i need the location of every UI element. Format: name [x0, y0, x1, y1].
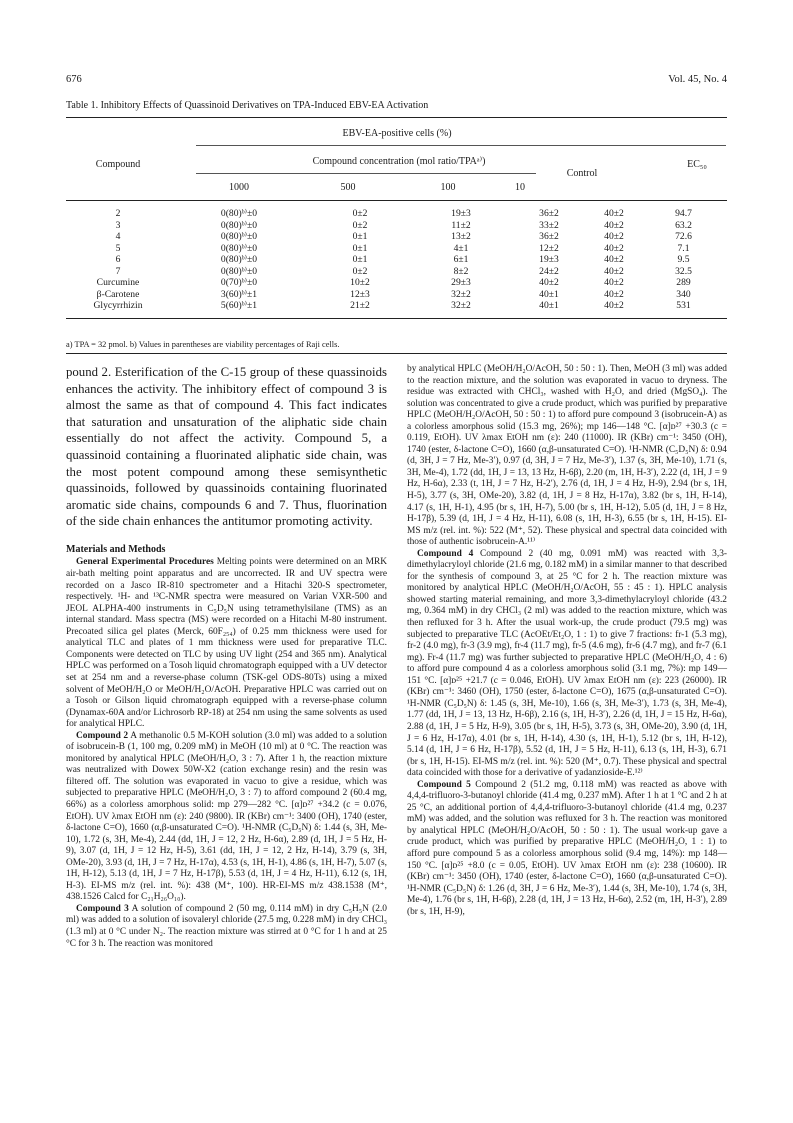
value-cell: 3(60)ᵇ⁾±1 [220, 288, 258, 300]
value-cell: 0±2 [352, 265, 368, 277]
value-cell: 40±2 [604, 254, 624, 265]
compound-2-title: Compound 2 [76, 730, 129, 741]
value-cell: 40±1 [539, 300, 559, 311]
value-cell: 29±3 [451, 277, 471, 288]
table-row [66, 277, 727, 289]
value-cell: 0(80)ᵇ⁾±0 [220, 219, 258, 231]
conc-rule [196, 173, 536, 174]
compound-2-text: A methanolic 0.5 M-KOH solution (3.0 ml) was added to a solution of isobrucein-B (1, 100 mg, 0.209 mM) in MeOH (10 ml) at 0 °C. The reaction was monitored by analytical HPLC (MeOH/H₂O, 3 : 7). After 1 h, the reaction mixture was neutralized with Dowex 50W-X2 (cation exchange resin) and the resin was filtered off. The solution was evaporated in vacuo to give a residue, which was subjected to preparative HPLC (MeOH/H₂O, 3 : 7) to afford compound 2 (60.4 mg, 66%) as a colorless amorphous solid: mp 279—282 °C. [α]ᴅ²⁷ +34.2 (c = 0.076, EtOH). UV λmax EtOH nm (ε): 240 (9800). IR (KBr) cm⁻¹: 3400 (OH), 1740 (ester, δ-lactone C=O), 1660 (α,β-unsaturated C=O). ¹H-NMR (C₅D₅N) δ: 1.44 (s, 3H, Me-10), 1.72 (s, 3H, Me-4), 2.44 (dd, 1H, J = 12, 2 Hz, H-6α), 2.89 (d, 1H, J = 5 Hz, H-9), 3.07 (d, 1H, J = 12 Hz, H-5), 3.61 (dd, 1H, J = 12, 2 Hz, H-14), 3.79 (s, 3H, OMe-20), 3.93 (d, 1H, J = 7 Hz, H-17α), 4.53 (s, 1H, H-1), 4.86 (s, 1H, H-7), 5.07 (s, 1H, H-12), 5.13 (d, 1H, J = 7 Hz, H-17β), 5.53 (d, 1H, J = 4 Hz, H-11), 6.12 (s, 1H, H-3). EI-MS m/z (rel. int. %): 438 (M⁺, 100). HR-EI-MS m/z 438.1538 (M⁺, 438.1526 Calcd for C₂₁H₂₆O₁₀). [66, 730, 387, 903]
section-title: Materials and Methods [66, 543, 166, 555]
value-cell: 36±2 [539, 231, 559, 242]
value-cell: 12±3 [350, 288, 370, 300]
compound-cell: 7 [115, 265, 121, 277]
conc-col-100: 100 [440, 182, 456, 193]
general-procedures-paragraph [66, 557, 387, 730]
col-ec50: EC₅₀ [687, 159, 707, 170]
value-cell: 32.5 [675, 265, 692, 277]
table-bottom-rule [66, 318, 727, 319]
table-row [66, 289, 727, 301]
group-header: EBV-EA-positive cells (%) [342, 128, 452, 139]
value-cell: 0(80)ᵇ⁾±0 [220, 265, 258, 277]
general-text: Melting points were determined on an MRK air-bath melting point apparatus and are uncorrected. IR and UV spectra were recorded on a Jasco IR-810 spectrometer and a Hitachi 320-S spectrometer, respectively. ¹H- and ¹³C-NMR spectra were measured on Varian VXR-500 and JEOL ALPHA-400 instruments in C₅D₅N using tetramethylsilane (TMS) as an internal standard. Mass spectra (MS) were recorded on a Hitachi M-80 instrument. Precoated silica gel plates (Merck, 60F₂₅₄) of 0.25 mm thickness were used for analytical TLC and plates of 1 mm thickness were used for preparative TLC. Components were detected on TLC by using UV light (254 and 365 nm). Analytical HPLC was performed on a Tosoh liquid chromatograph equipped with a UV detector set at 254 nm and a reverse-phase column (TSK-gel ODS-80Ts) using a mixed solvent of MeOH/H₂O or MeOH/H₂O/AcOH. Preparative HPLC was carried out on a Tosoh or Gilson liquid chromatograph equipped with a reverse-phase column (Dynamax-60A and/or Lichrosorb RP-18) at 254 nm using the same solvents as used for analytical HPLC. [66, 557, 388, 730]
value-cell: 9.5 [677, 254, 690, 265]
value-cell: 32±2 [451, 300, 471, 311]
value-cell: 40±2 [604, 231, 624, 242]
value-cell: 40±2 [604, 219, 624, 231]
compound-cell: 5 [115, 242, 121, 254]
table-caption: Table 1. Inhibitory Effects of Quassinoid Derivatives on TPA-Induced EBV-EA Activation [66, 100, 429, 111]
value-cell: 33±2 [539, 219, 559, 231]
value-cell: 72.6 [675, 231, 692, 242]
conc-col-10: 10 [515, 182, 525, 193]
value-cell: 531 [676, 300, 691, 311]
value-cell: 40±2 [604, 208, 624, 219]
value-cell: 0(80)ᵇ⁾±0 [220, 231, 258, 242]
table-row [66, 231, 727, 243]
compound-3-continued: by analytical HPLC (MeOH/H₂O/AcOH, 50 : 50 : 1). Then, MeOH (3 ml) was added to the reaction mixture, and the solution was evaporated in vacuo to dryness. The residue was extracted with CHCl₃, washed with H₂O, and dried (MgSO₄). The solution was concentrated to give a crude product, which was purified by preparative HPLC (MeOH/H₂O/AcOH, 50 : 50 : 1) to afford pure compound 3 (isobrucein-A) as a colorless amorphous solid (15.3 mg, 26%); mp 146—148 °C. [α]ᴅ²⁷ +30.3 (c = 0.119, EtOH). UV λmax EtOH nm (ε): 240 (11000). IR (KBr) cm⁻¹: 3450 (OH), 1740 (ester, δ-lactone C=O), 1660 (α,β-unsaturated C=O). ¹H-NMR (C₅D₅N) δ: 0.94 (d, 3H, J = 7 Hz, Me-3′), 0.97 (d, 3H, J = 7 Hz, Me-3′), 1.37 (s, 3H, Me-10), 1.71 (s, 3H, Me-4), 1.72 (dd, 1H, J = 13, 13 Hz, H-6β), 2.20 (m, 1H, H-3′), 2.22 (d, 1H, J = 9 Hz, H-6α), 2.33 (t, 1H, J = 7 Hz, H-2′), 2.76 (d, 1H, J = 4 Hz, H-9), 2.94 (br s, 1H, H-5), 3.77 (s, 3H, OMe-20), 3.82 (d, 1H, J = 8 Hz, H-17α), 3.82 (br s, 1H, H-14), 4.17 (s, 1H, H-1), 4.95 (br s, 1H, H-7), 5.00 (br s, 1H, H-12), 5.05 (d, 1H, J = 8 Hz, H-17β), 5.39 (d, 1H, J = 4 Hz, H-11), 6.08 (s, 1H, H-3), 6.55 (br s, 1H, H-15). EI-MS m/z (rel. int. %): 522 (M⁺, 52). These physical and spectral data coincided with those of authentic isobrucein-A.¹¹⁾ [407, 364, 727, 548]
compound-5-text: Compound 2 (51.2 mg, 0.118 mM) was reacted as above with 4,4,4-trifluoro-3-butanoyl chloride (41.4 mg, 0.237 mM). After 1 h at 1 °C and 2 h at 25 °C, an additional portion of 4,4,4-trifluoro-3-butanoyl chloride (41.4 mg, 0.237 mM) was added, and the solution was refluxed for 3 h. The reaction was monitored by analytical HPLC (MeOH/H₂O/AcOH, 50 : 50 : 1). The usual work-up gave a crude product, which was purified by preparative HPLC (MeOH/H₂O, 1 : 1) to afford pure compound 5 as a colorless amorphous solid (9.4 mg, 14%): mp 148—150 °C. [α]ᴅ²⁵ +8.0 (c = 0.05, EtOH). UV λmax EtOH nm (ε): 238 (10600). IR (KBr) cm⁻¹: 3450 (OH), 1740 (ester, δ-lactone C=O), 1660 (α,β-unsaturated C=O). ¹H-NMR (C₅D₅N) δ: 1.26 (d, 3H, J = 6 Hz, Me-3′), 1.44 (s, 3H, Me-10), 1.74 (s, 3H, Me-4), 1.76 (br s, 1H, H-6β), 2.28 (d, 1H, J = 13 Hz, H-6α), 2.52 (m, 1H, H-3′), 2.89 (br s, 1H, H-9), [407, 779, 727, 917]
value-cell: 0±2 [352, 208, 368, 219]
value-cell: 6±1 [453, 254, 469, 265]
table-row [66, 254, 727, 266]
value-cell: 0(80)ᵇ⁾±0 [220, 242, 258, 254]
value-cell: 94.7 [675, 208, 692, 219]
value-cell: 289 [676, 277, 691, 288]
value-cell: 40±1 [539, 288, 559, 300]
conc-col-500: 500 [340, 182, 356, 193]
conc-col-1000: 1000 [229, 182, 249, 193]
compound-4-text: Compound 2 (40 mg, 0.091 mM) was reacted with 3,3-dimethylacryloyl chloride (21.6 mg, 0.182 mM) in a similar manner to that described for the synthesis of compound 3, at 25 °C for 2 h. The reaction mixture was monitored by analytical HPLC (MeOH/H₂O/AcOH, 55 : 45 : 1). HPLC analysis showed starting material remaining, and more 3,3-dimethylacryloyl chloride (43.2 mg, 0.364 mM) in dry CHCl₃ (2 ml) was added to the reaction mixture, which was then refluxed for 3 h. After the usual work-up, the crude product (79.5 mg) was subjected to preparative TLC (AcOEt/Et₂O, 1 : 1) to give 7 fractions: fr-1 (5.3 mg), fr-2 (4.0 mg), fr-3 (3.9 mg), fr-4 (11.7 mg), fr-5 (4.6 mg), fr-6 (4.7 mg), and fr-7 (6.1 mg). Fr-4 (11.7 mg) was further subjected to preparative HPLC (MeOH/H₂O, 4 : 6) to afford pure compound 4 as a colorless amorphous solid (3.1 mg, 7%): mp 149—151 °C. [α]ᴅ²⁵ +21.7 (c = 0.046, EtOH). UV λmax EtOH nm (ε): 223 (26000). IR (KBr) cm⁻¹: 3460 (OH), 1750 (ester, δ-lactone C=O), 1675 (α,β-unsaturated C=O). ¹H-NMR (C₅D₅N) δ: 1.45 (s, 3H, Me-10), 1.66 (s, 3H, Me-3′), 1.73 (s, 3H, Me-4), 1.77 (dd, 1H, J = 13, 13 Hz, H-6β), 2.16 (s, 1H, H-3′), 2.26 (d, 1H, J = 15 Hz, H-6α), 2.88 (d, 1H, J = 5 Hz, H-9), 3.05 (br s, 1H, H-5), 3.73 (s, 3H, OMe-20), 3.90 (d, 1H, J = 6 Hz, H-17α), 4.01 (br s, 1H, H-14), 4.30 (s, 1H, H-1), 5.12 (br s, 1H, H-12), 5.14 (d, 1H, J = 6 Hz, H-17β), 5.52 (d, 1H, J = 5 Hz, H-11), 6.13 (s, 1H, H-3), 6.71 (br s, 1H, H-15). EI-MS m/z (rel. int. %): 520 (M⁺, 0.7). These physical and spectral data coincided with those for a derivative of yadanzioside-E.¹²⁾ [407, 548, 728, 779]
volume-info: Vol. 45, No. 4 [668, 74, 727, 85]
group-rule [196, 145, 726, 146]
value-cell: 5(60)ᵇ⁾±1 [220, 300, 258, 311]
value-cell: 40±2 [604, 300, 624, 311]
compound-cell: 4 [115, 231, 121, 242]
value-cell: 21±2 [350, 300, 370, 311]
table-row [66, 208, 727, 220]
value-cell: 10±2 [350, 277, 370, 288]
table-row [66, 220, 727, 232]
compound-4-paragraph [407, 549, 727, 780]
compound-3-title: Compound 3 [76, 903, 129, 914]
value-cell: 0(70)ᵇ⁾±0 [220, 277, 258, 288]
value-cell: 340 [676, 288, 691, 300]
header-bottom-rule [66, 200, 727, 201]
col-compound: Compound [95, 159, 141, 170]
value-cell: 4±1 [453, 242, 469, 254]
value-cell: 32±2 [451, 288, 471, 300]
table-footnote: a) TPA = 32 pmol. b) Values in parentheses are viability percentages of Raji cells. [66, 340, 340, 349]
value-cell: 0±2 [352, 219, 368, 231]
footnote-rule [66, 353, 727, 354]
compound-2-paragraph [66, 731, 387, 904]
col-control: Control [566, 168, 598, 179]
value-cell: 0±1 [352, 242, 368, 254]
value-cell: 13±2 [451, 231, 471, 242]
compound-cell: 6 [115, 254, 121, 265]
value-cell: 0(80)ᵇ⁾±0 [220, 254, 258, 265]
compound-4-title: Compound 4 [417, 548, 474, 559]
value-cell: 19±3 [539, 254, 559, 265]
value-cell: 36±2 [539, 208, 559, 219]
value-cell: 19±3 [451, 208, 471, 219]
table-body [66, 208, 727, 312]
value-cell: 63.2 [675, 219, 692, 231]
compound-cell: 2 [115, 208, 121, 219]
value-cell: 12±2 [539, 242, 559, 254]
table-row [66, 266, 727, 278]
value-cell: 0(80)ᵇ⁾±0 [220, 208, 258, 219]
value-cell: 40±2 [539, 277, 559, 288]
value-cell: 0±1 [352, 254, 368, 265]
compound-cell: Curcumine [96, 277, 140, 288]
compound-cell: β-Carotene [96, 288, 140, 300]
value-cell: 40±2 [604, 265, 624, 277]
table-row [66, 300, 727, 312]
compound-cell: Glycyrrhizin [93, 300, 143, 311]
value-cell: 40±2 [604, 288, 624, 300]
general-title: General Experimental Procedures [76, 557, 214, 568]
compound-3-paragraph [66, 904, 387, 950]
value-cell: 40±2 [604, 242, 624, 254]
page-number: 676 [66, 74, 82, 85]
compound-cell: 3 [115, 219, 121, 231]
conc-header: Compound concentration (mol ratio/TPAᵃ⁾) [312, 156, 486, 167]
right-column [407, 364, 727, 918]
value-cell: 24±2 [539, 265, 559, 277]
left-column [66, 364, 387, 950]
value-cell: 7.1 [677, 242, 690, 254]
value-cell: 40±2 [604, 277, 624, 288]
compound-5-title: Compound 5 [417, 779, 471, 790]
table-row [66, 243, 727, 255]
value-cell: 8±2 [453, 265, 469, 277]
table-top-rule [66, 117, 727, 118]
compound-5-paragraph [407, 780, 727, 919]
value-cell: 0±1 [352, 231, 368, 242]
discussion-paragraph: pound 2. Esterification of the C-15 group of these quassinoids enhances the activity. The inhibitory effect of compound 3 is almost the same as that of compound 4. This fact indicates that saturation and unsaturation of the aliphatic side chain essentially do not affect the activity. Compound 5, a quassinoid containing a fluorinated aliphatic side chain, was the most potent compound among these semisynthetic quassinoids, followed by quassinoids containing fluorinated aromatic side chains, compounds 6 and 7. Thus, fluorination of the side chain enhances the antitumor promoting activity. [66, 365, 387, 529]
compound-3-text: A solution of compound 2 (50 mg, 0.114 mM) in dry C₅H₅N (2.0 ml) was added to a solution of isovaleryl chloride (27.5 mg, 0.228 mM) in dry CHCl₃ (1.3 ml) at 0 °C under N₂. The reaction mixture was stirred at 0 °C for 1 h and at 25 °C for 3 h. The reaction was monitored [66, 903, 387, 949]
value-cell: 11±2 [451, 219, 471, 231]
running-header [66, 74, 727, 88]
